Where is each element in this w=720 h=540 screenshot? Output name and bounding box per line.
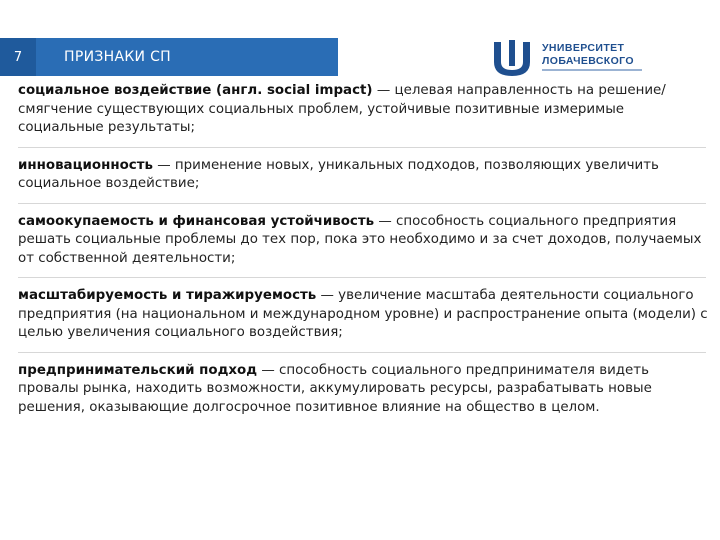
list-item: [18, 82, 708, 138]
list-item: [18, 362, 708, 418]
item-term: социальное воздействие (англ. social impact): [18, 83, 373, 98]
logo-text-line2: ЛОБАЧЕВСКОГО: [542, 55, 634, 67]
divider: [18, 203, 706, 204]
slide-header: [0, 38, 338, 76]
item-term: инновационность: [18, 157, 153, 173]
divider: [18, 352, 706, 353]
logo-text-line1: УНИВЕРСИТЕТ: [542, 42, 625, 54]
list-item: [18, 287, 708, 343]
item-term: предпринимательский подход: [18, 362, 258, 378]
list-item: [18, 157, 708, 194]
item-text: — способность социального предприятия решать социальные проблемы до тех пор, пока это необходимо и за счет доходов, получаемых от собственной деятельности;: [18, 213, 702, 266]
item-text: — увеличение масштаба деятельности социального предприятия (на национальном и международном уровне) и распространение опыта (модели) с целью увеличения социального воздействия;: [18, 288, 708, 340]
divider: [18, 277, 706, 278]
criteria-list: [18, 82, 708, 417]
divider: [18, 147, 706, 148]
item-text: — применение новых, уникальных подходов, позволяющих увеличить социальное воздействие;: [18, 157, 659, 191]
slide-title: ПРИЗНАКИ СП: [64, 49, 171, 65]
item-term: самоокупаемость и финансовая устойчивость: [18, 213, 375, 229]
logo-emblem-icon: [490, 40, 534, 78]
slide-number: 7: [0, 38, 36, 76]
item-text: — целевая направленность на решение/смягчение существующих социальных проблем, устойчивые позитивные измеримые социальные результаты;: [18, 83, 666, 135]
logo-underline: [542, 69, 642, 71]
item-text: — способность социального предпринимателя видеть провалы рынка, находить возможности, аккумулировать ресурсы, разрабатывать новые решения, оказывающие долгосрочное позитивное влияние на общество в целом.: [18, 362, 652, 415]
item-term: масштабируемость и тиражируемость: [18, 288, 317, 303]
list-item: [18, 213, 708, 269]
university-logo: [490, 38, 650, 80]
